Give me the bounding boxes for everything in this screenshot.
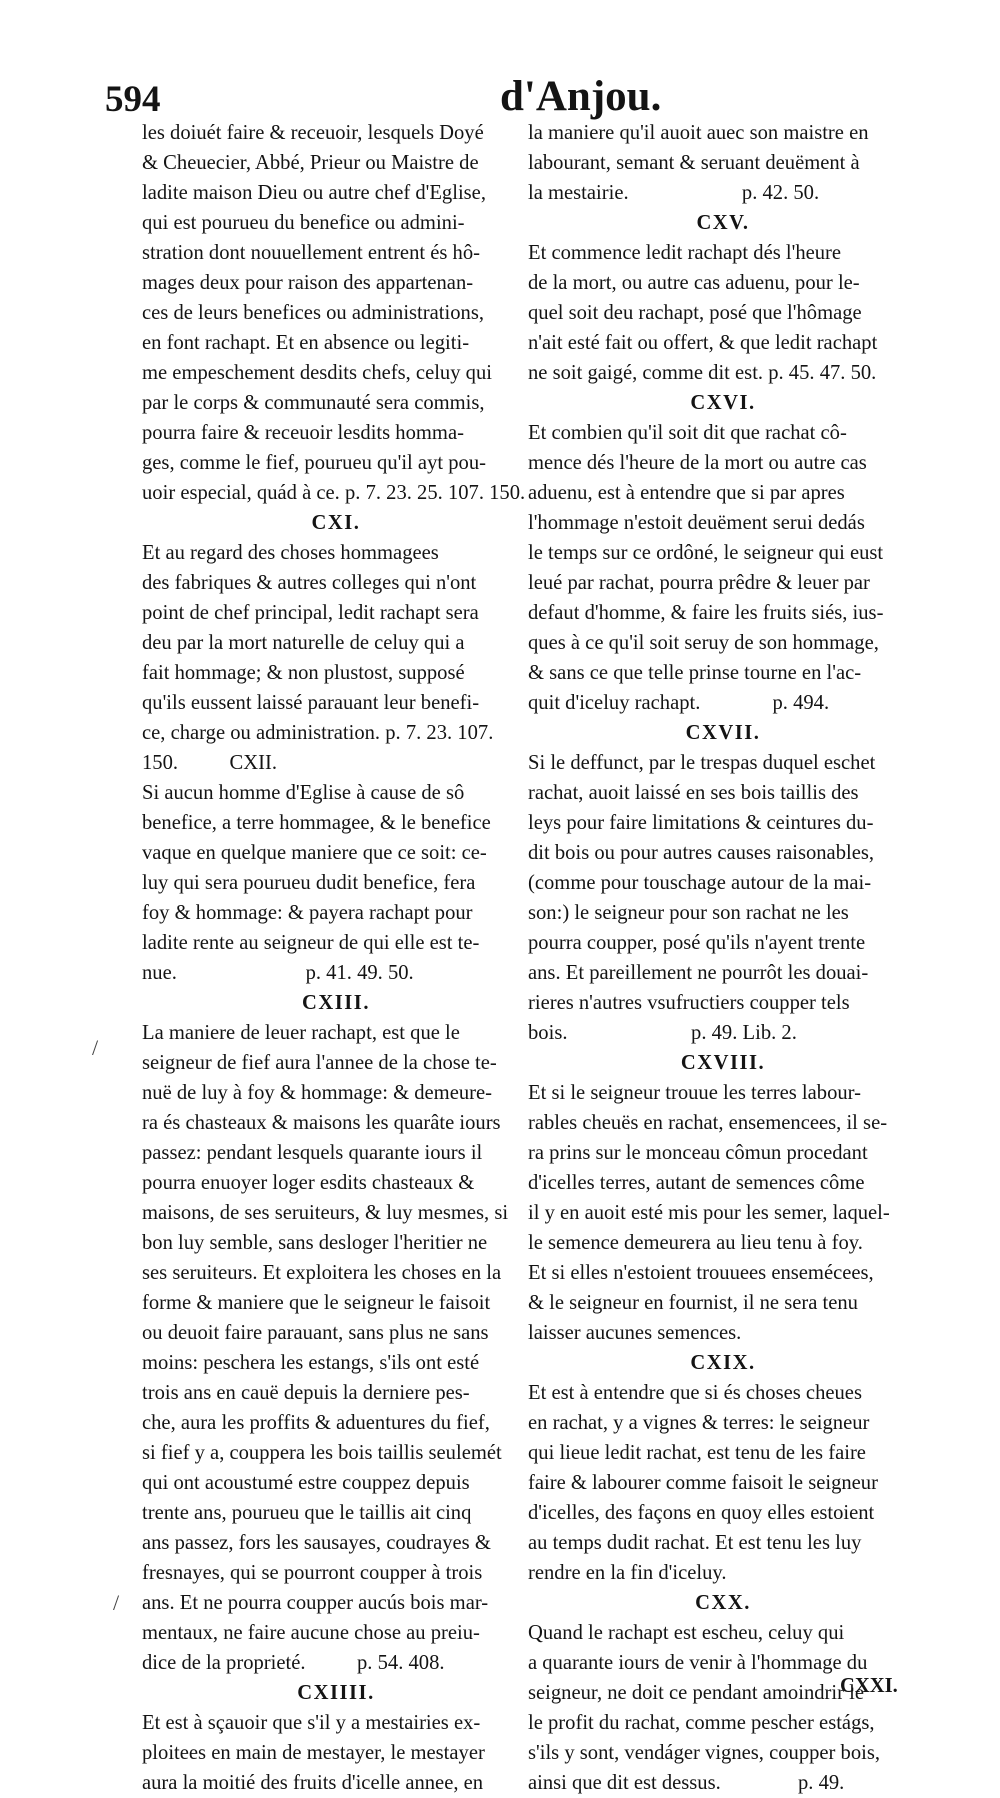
text-line: passez: pendant lesquels quarante iours il <box>142 1142 483 1164</box>
text-line: aura la moitié des fruits d'icelle annee, en <box>142 1772 484 1794</box>
text-line: nue. p. 41. 49. 50. <box>142 962 414 984</box>
text-line: le semence demeurera au lieu tenu à foy. <box>528 1232 863 1254</box>
text-line: la maniere qu'il auoit auec son maistre en <box>528 122 869 144</box>
text-line: faire & labourer comme faisoit le seigneur <box>528 1472 878 1494</box>
text-line: fait hommage; & non plustost, supposé <box>142 662 465 684</box>
text-line: dice de la proprieté. p. 54. 408. <box>142 1652 445 1674</box>
text-line: bon luy semble, sans desloger l'heritier ne <box>142 1232 488 1254</box>
text-line: en font rachapt. Et en absence ou legiti- <box>142 332 470 354</box>
text-line: n'ait esté fait ou offert, & que ledit rachapt <box>528 332 878 354</box>
text-line: ces de leurs benefices ou administrations, <box>142 302 484 324</box>
page-number: 594 <box>105 79 161 120</box>
text-line: ne soit gaigé, comme dit est. p. 45. 47. 50. <box>528 362 877 384</box>
text-line: des fabriques & autres colleges qui n'ont <box>142 572 477 594</box>
text-line: ges, comme le fief, pourueu qu'il ayt pou- <box>142 452 486 474</box>
text-line: de la mort, ou autre cas aduenu, pour le- <box>528 272 860 294</box>
text-line: mages deux pour raison des appartenan- <box>142 272 474 294</box>
text-line: a quarante iours de venir à l'hommage du <box>528 1652 868 1674</box>
section-heading: CXX. <box>695 1592 751 1614</box>
text-line: ladite rente au seigneur de qui elle est te- <box>142 932 480 954</box>
text-line: foy & hommage: & payera rachapt pour <box>142 902 473 924</box>
text-line: point de chef principal, ledit rachapt sera <box>142 602 479 624</box>
text-line: par le corps & communauté sera commis, <box>142 392 485 414</box>
text-line: si fief y a, couppera les bois taillis seulemét <box>142 1442 502 1464</box>
text-line: mence dés l'heure de la mort ou autre cas <box>528 452 867 474</box>
text-line: ses seruiteurs. Et exploitera les choses en la <box>142 1262 502 1284</box>
text-line: ou deuoit faire parauant, sans plus ne sans <box>142 1322 489 1344</box>
text-line: che, aura les proffits & aduentures du fief, <box>142 1412 490 1434</box>
text-line: Et au regard des choses hommagees <box>142 542 439 564</box>
text-line: uoir especial, quád à ce. p. 7. 23. 25. 107. 150. <box>142 482 526 504</box>
text-line: en rachat, y a vignes & terres: le seigneur <box>528 1412 870 1434</box>
section-heading: CXIIII. <box>297 1682 375 1704</box>
text-line: La maniere de leuer rachapt, est que le <box>142 1022 460 1044</box>
margin-mark: / <box>113 1590 120 1615</box>
text-line: & sans ce que telle prinse tourne en l'ac- <box>528 662 862 684</box>
section-heading: CXV. <box>696 212 750 234</box>
text-line: ainsi que dit est dessus. p. 49. <box>528 1772 845 1794</box>
text-line: ans passez, fors les sausayes, coudrayes & <box>142 1532 491 1554</box>
text-line: leys pour faire limitations & ceintures du- <box>528 812 874 834</box>
text-line: Et si elles n'estoient trouuees ensemécees, <box>528 1262 874 1284</box>
text-line: qui ont acoustumé estre couppez depuis <box>142 1472 470 1494</box>
text-line: 150. CXII. <box>142 752 277 774</box>
text-line: ans. Et pareillement ne pourrôt les douai- <box>528 962 869 984</box>
text-line: au temps dudit rachat. Et est tenu les luy <box>528 1532 862 1554</box>
text-line: laisser aucunes semences. <box>528 1322 742 1344</box>
text-line: d'icelles, des façons en quoy elles estoient <box>528 1502 875 1524</box>
text-line: Quand le rachapt est escheu, celuy qui <box>528 1622 845 1644</box>
text-line: ce, charge ou administration. p. 7. 23. 107. <box>142 722 494 744</box>
left-column <box>142 118 530 1798</box>
text-line: aduenu, est à entendre que si par apres <box>528 482 845 504</box>
section-heading: CXI. <box>311 512 361 534</box>
text-line: maisons, de ses seruiteurs, & luy mesmes, si <box>142 1202 509 1224</box>
text-line: qui est pourueu du benefice ou admini- <box>142 212 465 234</box>
text-line: luy qui sera pourueu dudit benefice, fera <box>142 872 476 894</box>
text-line: fresnayes, qui se pourront coupper à trois <box>142 1562 483 1584</box>
text-line: ploitees en main de mestayer, le mestayer <box>142 1742 485 1764</box>
text-line: trois ans en cauë depuis la derniere pes- <box>142 1382 470 1404</box>
text-line: la mestairie. p. 42. 50. <box>528 182 820 204</box>
text-line: forme & maniere que le seigneur le faisoit <box>142 1292 491 1314</box>
text-line: bois. p. 49. Lib. 2. <box>528 1022 797 1044</box>
text-line: son:) le seigneur pour son rachat ne les <box>528 902 849 924</box>
text-line: s'ils y sont, vendáger vignes, coupper bois, <box>528 1742 881 1764</box>
text-line: l'hommage n'estoit deuëment serui dedás <box>528 512 865 534</box>
text-line: pourra coupper, posé qu'ils n'ayent trente <box>528 932 866 954</box>
text-line: Si le deffunct, par le trespas duquel eschet <box>528 752 876 774</box>
section-heading: CXVII. <box>685 722 761 744</box>
text-line: seigneur, ne doit ce pendant amoindrir le <box>528 1682 864 1704</box>
text-line: rieres n'autres vsufructiers coupper tels <box>528 992 850 1014</box>
text-line: pourra enuoyer loger esdits chasteaux & <box>142 1172 475 1194</box>
text-line: Et est à entendre que si és choses cheues <box>528 1382 862 1404</box>
text-line: & le seigneur en fournist, il ne sera tenu <box>528 1292 858 1314</box>
running-title: d'Anjou. <box>500 73 662 120</box>
text-line: rendre en la fin d'iceluy. <box>528 1562 727 1584</box>
text-line: rables cheuës en rachat, ensemencees, il se- <box>528 1112 888 1134</box>
text-line: defaut d'homme, & faire les fruits siés, ius- <box>528 602 884 624</box>
text-line: il y en auoit esté mis pour les semer, laquel- <box>528 1202 890 1224</box>
text-line: labourant, semant & seruant deuëment à <box>528 152 860 174</box>
text-line: quit d'iceluy rachapt. p. 494. <box>528 692 830 714</box>
text-line: leué par rachat, pourra prêdre & leuer par <box>528 572 870 594</box>
text-line: me empeschement desdits chefs, celuy qui <box>142 362 492 384</box>
catchword: CXXI. <box>840 1675 898 1697</box>
text-line: rachat, auoit laissé en ses bois taillis des <box>528 782 859 804</box>
text-line: trente ans, pourueu que le taillis ait cinq <box>142 1502 472 1524</box>
text-line: ra prins sur le monceau cômun procedant <box>528 1142 868 1164</box>
section-heading: CXVIII. <box>680 1052 766 1074</box>
text-line: pourra faire & receuoir lesdits homma- <box>142 422 464 444</box>
text-line: nuë de luy à foy & hommage: & demeure- <box>142 1082 492 1104</box>
text-line: benefice, a terre hommagee, & le benefice <box>142 812 491 834</box>
text-line: vaque en quelque maniere que ce soit: ce- <box>142 842 487 864</box>
text-line: dit bois ou pour autres causes raisonables, <box>528 842 875 864</box>
text-line: Et si le seigneur trouue les terres labour- <box>528 1082 861 1104</box>
text-line: ques à ce qu'il soit seruy de son hommage, <box>528 632 879 654</box>
text-line: quel soit deu rachapt, posé que l'hômage <box>528 302 862 324</box>
text-line: les doiuét faire & receuoir, lesquels Doyé <box>142 122 484 144</box>
margin-mark: / <box>92 1035 99 1060</box>
text-line: seigneur de fief aura l'annee de la chose te- <box>142 1052 497 1074</box>
text-line: Et combien qu'il soit dit que rachat cô- <box>528 422 847 444</box>
text-line: mentaux, ne faire aucune chose au preiu- <box>142 1622 480 1644</box>
section-heading: CXIX. <box>690 1352 756 1374</box>
text-line: ra és chasteaux & maisons les quarâte iours <box>142 1112 501 1134</box>
text-line: le profit du rachat, comme pescher estágs, <box>528 1712 875 1734</box>
text-line: ladite maison Dieu ou autre chef d'Eglise, <box>142 182 486 204</box>
text-line: qui lieue ledit rachat, est tenu de les faire <box>528 1442 866 1464</box>
text-line: Si aucun homme d'Eglise à cause de sô <box>142 782 465 804</box>
text-line: stration dont nouuellement entrent és hô- <box>142 242 480 264</box>
section-heading: CXIII. <box>302 992 370 1014</box>
text-line: d'icelles terres, autant de semences côme <box>528 1172 865 1194</box>
section-heading: CXVI. <box>690 392 756 414</box>
text-line: Et est à sçauoir que s'il y a mestairies ex- <box>142 1712 481 1734</box>
text-line: Et commence ledit rachapt dés l'heure <box>528 242 842 264</box>
text-line: qu'ils eussent laissé parauant leur benefi- <box>142 692 480 714</box>
text-line: le temps sur ce ordôné, le seigneur qui eust <box>528 542 884 564</box>
text-line: deu par la mort naturelle de celuy qui a <box>142 632 465 654</box>
text-line: & Cheuecier, Abbé, Prieur ou Maistre de <box>142 152 479 174</box>
text-line: ans. Et ne pourra coupper aucús bois mar- <box>142 1592 489 1614</box>
right-column <box>528 118 918 1798</box>
text-line: (comme pour touschage autour de la mai- <box>528 872 872 894</box>
text-line: moins: peschera les estangs, s'ils ont esté <box>142 1352 480 1374</box>
